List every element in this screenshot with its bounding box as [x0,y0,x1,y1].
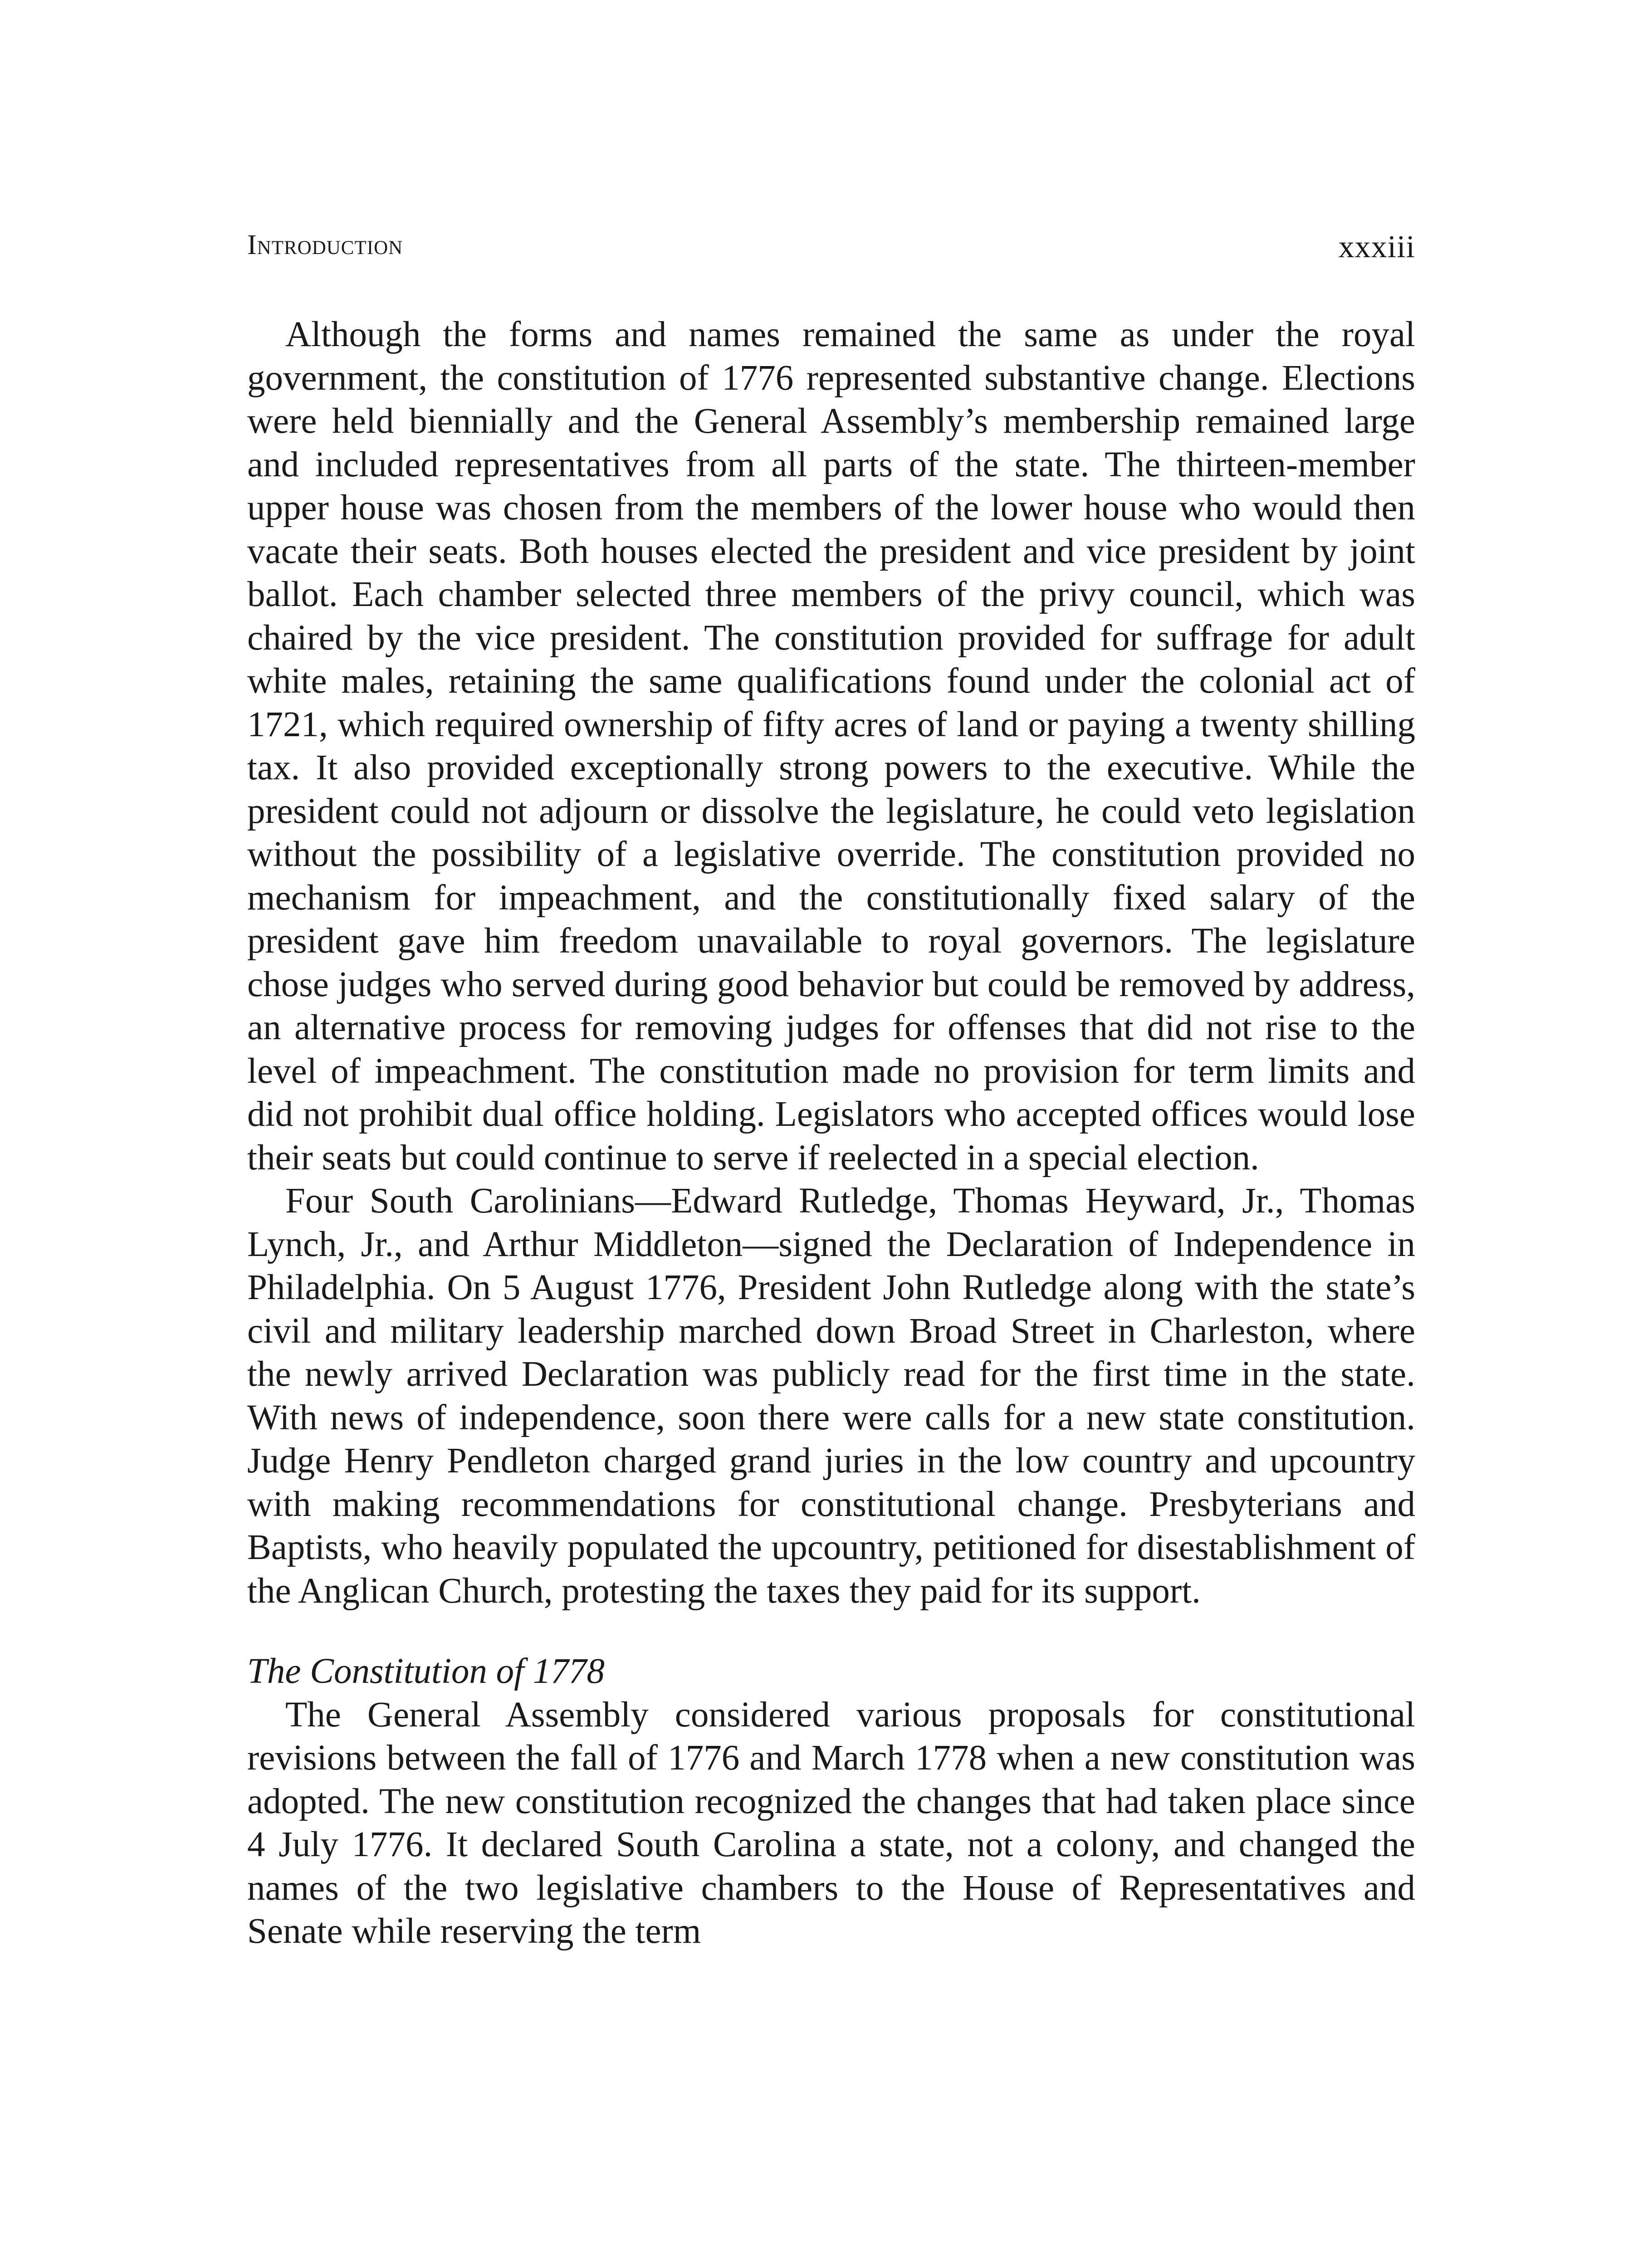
page-number: xxxiii [1338,230,1415,264]
paragraph-1: Although the forms and names remained the same as under the royal government, the constitution of 1776 represented substantive change. Elections were held biennially and the General Assembly’s membership remained large and included representatives from all parts of the state. The thirteen-member upper house was chosen from the members of the lower house who would then vacate their seats. Both houses elected the president and vice president by joint ballot. Each chamber selected three members of the privy council, which was chaired by the vice president. The constitution provided for suffrage for adult white males, retaining the same qualifications found under the colonial act of 1721, which required ownership of fifty acres of land or paying a twenty shilling tax. It also provided exceptionally strong powers to the executive. While the president could not adjourn or dissolve the legislature, he could veto legislation without the possibility of a legislative override. The constitution provided no mechanism for impeachment, and the constitutionally fixed salary of the president gave him freedom unavailable to royal governors. The legislature chose judges who served during good behavior but could be removed by address, an alternative process for removing judges for offenses that did not rise to the level of impeachment. The constitution made no provision for term limits and did not prohibit dual office holding. Legislators who accepted offices would lose their seats but could continue to serve if reelected in a special election. [247,315,1415,1178]
page-header [247,229,1415,279]
section-heading: The Constitution of 1778 [247,1652,605,1691]
page-body [247,313,1415,1953]
paragraph-2: Four South Carolinians—Edward Rutledge, Thomas Heyward, Jr., Thomas Lynch, Jr., and Arthur Middleton—signed the Declaration of Independence in Philadelphia. On 5 August 1776, President John Rutledge along with the state’s civil and military leadership marched down Broad Street in Charleston, where the newly arrived Declaration was publicly read for the first time in the state. With news of independence, soon there were calls for a new state constitution. Judge Henry Pendleton charged grand juries in the low country and upcountry with making recommendations for constitutional change. Presbyterians and Baptists, who heavily populated the upcountry, petitioned for disestablishment of the Anglican Church, protesting the taxes they paid for its support. [247,1181,1415,1611]
paragraph-3: The General Assembly considered various proposals for constitutional revisions between the fall of 1776 and March 1778 when a new constitution was adopted. The new constitution recognized the changes that had taken place since 4 July 1776. It declared South Carolina a state, not a colony, and changed the names of the two legislative chambers to the House of Representatives and Senate while reserving the term [247,1695,1415,1951]
running-head: Introduction [247,230,403,260]
